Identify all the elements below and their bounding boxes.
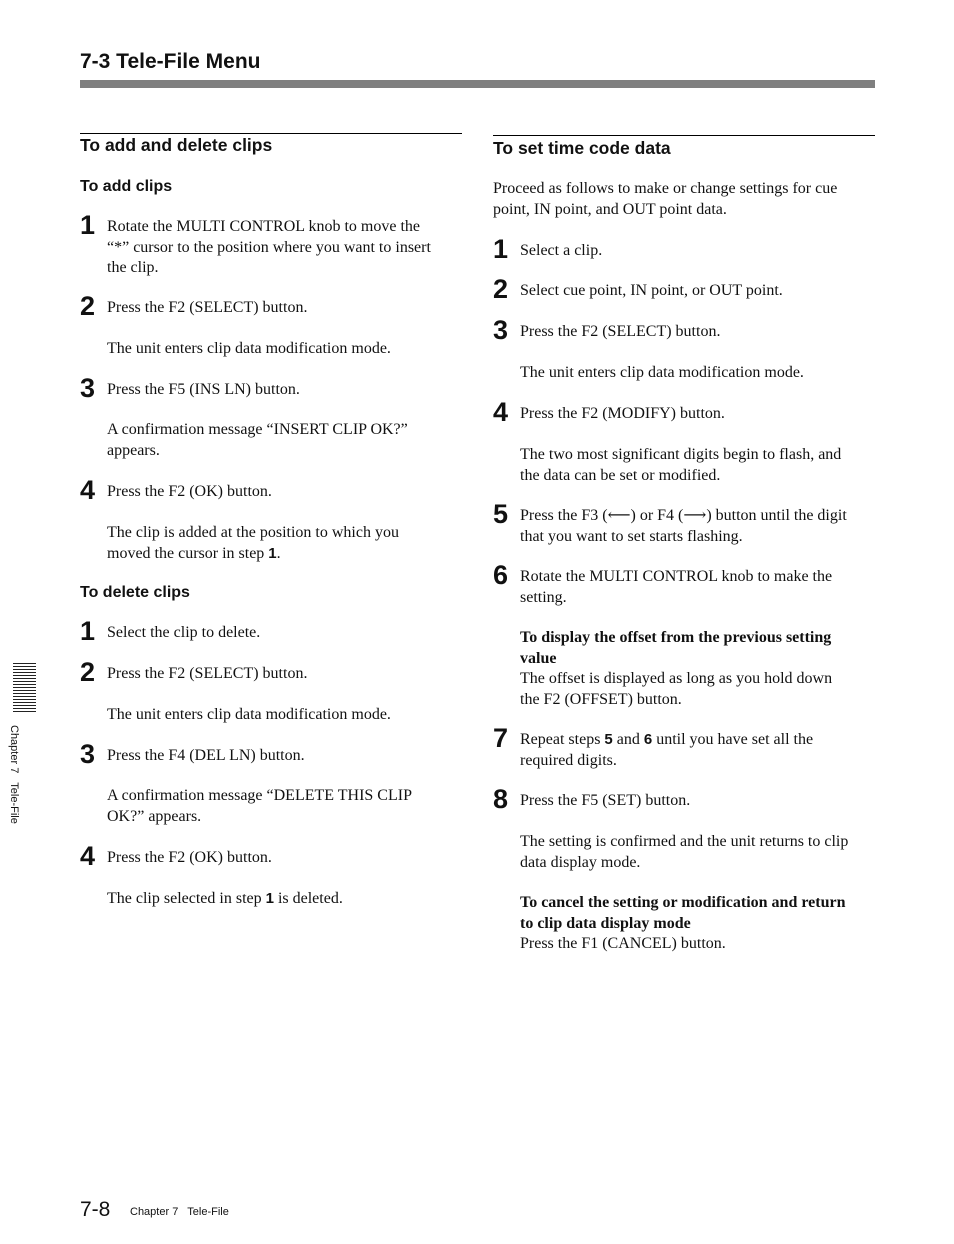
heading-rule: [493, 135, 875, 136]
step-number: 7: [493, 723, 509, 753]
step-number: 4: [80, 841, 96, 871]
step-number: 1: [80, 616, 96, 646]
step-text: Press the F2 (OK) button.: [107, 849, 272, 866]
step-number: 2: [80, 657, 96, 687]
step-text: Select the clip to delete.: [107, 624, 261, 641]
step-text: Repeat steps 5 and 6 until you have set all the required digits.: [520, 731, 814, 769]
step-number: 4: [80, 475, 96, 505]
header-bar: [80, 80, 875, 88]
step-note: A confirmation message “INSERT CLIP OK?” appears.: [107, 421, 408, 459]
step-note: The unit enters clip data modification mode.: [107, 706, 391, 723]
step-text: Rotate the MULTI CONTROL knob to make the setting.: [520, 568, 833, 606]
step-text: Press the F2 (SELECT) button.: [107, 665, 308, 682]
step-text: Select a clip.: [520, 242, 603, 259]
step-text: Rotate the MULTI CONTROL knob to move the “*” cursor to the position where you want to insert the clip.: [107, 218, 431, 276]
step-text: Press the F2 (OK) button.: [107, 483, 272, 500]
step-text: Select cue point, IN point, or OUT point.: [520, 282, 783, 299]
step-note: The unit enters clip data modification mode.: [107, 340, 391, 357]
left-heading: To add and delete clips: [80, 135, 273, 155]
step-number: 8: [493, 784, 509, 814]
step-number: 1: [80, 210, 96, 240]
step-number: 4: [493, 397, 509, 427]
page-number: 7-8: [80, 1198, 111, 1221]
heading-rule: [80, 133, 462, 134]
tip-body: The offset is displayed as long as you hold down the F2 (OFFSET) button.: [520, 670, 833, 708]
step-number: 2: [493, 274, 509, 304]
step-note: The unit enters clip data modification mode.: [520, 364, 804, 381]
step-number: 2: [80, 291, 96, 321]
step-note: The clip is added at the position to which you moved the cursor in step 1.: [107, 524, 399, 562]
intro-text: Proceed as follows to make or change settings for cue point, IN point, and OUT point data.: [493, 180, 838, 218]
step-note: The setting is confirmed and the unit returns to clip data display mode.: [520, 833, 849, 871]
step-text: Press the F2 (SELECT) button.: [107, 299, 308, 316]
step-note: The two most significant digits begin to flash, and the data can be set or modified.: [520, 446, 842, 484]
section-title: 7-3 Tele-File Menu: [80, 50, 261, 73]
add-clips-subheading: To add clips: [80, 178, 173, 195]
step-note: The clip selected in step 1 is deleted.: [107, 890, 343, 907]
footer-chapter-caption: Chapter 7 Tele-File: [130, 1206, 229, 1218]
tip-title: To cancel the setting or modification and return to clip data display mode: [520, 894, 846, 932]
step-text: Press the F2 (MODIFY) button.: [520, 405, 725, 422]
side-chapter-caption: Chapter 7 Tele-File: [8, 725, 20, 824]
step-text: Press the F2 (SELECT) button.: [520, 323, 721, 340]
step-number: 1: [493, 234, 509, 264]
step-text: Press the F5 (SET) button.: [520, 792, 691, 809]
step-number: 6: [493, 560, 509, 590]
step-note: A confirmation message “DELETE THIS CLIP OK?” appears.: [107, 787, 412, 825]
left-arrow-icon: ⟵: [607, 507, 631, 524]
step-number: 5: [493, 499, 509, 529]
chapter-thumb-index: [13, 663, 36, 713]
tip-title: To display the offset from the previous setting value: [520, 629, 832, 667]
right-arrow-icon: ⟶: [683, 507, 707, 524]
right-heading: To set time code data: [493, 138, 671, 158]
delete-clips-subheading: To delete clips: [80, 584, 190, 601]
step-text: Press the F3 (⟵) or F4 (⟶) button until the digit that you want to set starts flashing.: [520, 507, 847, 545]
step-number: 3: [80, 373, 96, 403]
tip-body: Press the F1 (CANCEL) button.: [520, 935, 726, 952]
step-text: Press the F4 (DEL LN) button.: [107, 747, 305, 764]
step-number: 3: [493, 315, 509, 345]
step-text: Press the F5 (INS LN) button.: [107, 381, 300, 398]
step-number: 3: [80, 739, 96, 769]
